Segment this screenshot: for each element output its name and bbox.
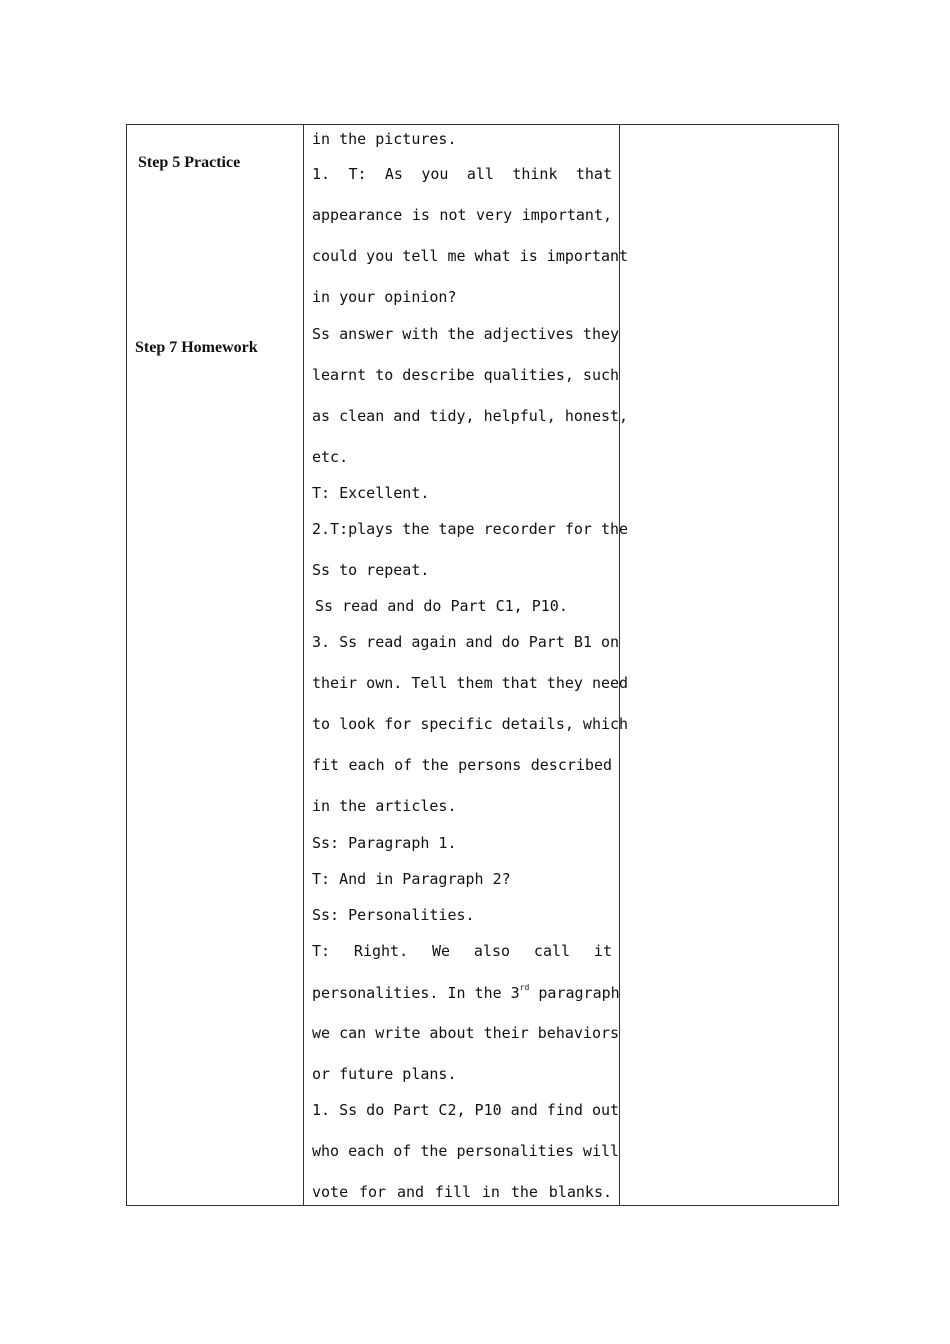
content-line: appearance is not very important,: [312, 206, 612, 224]
content-line: in the articles.: [312, 797, 457, 815]
content-line: Ss read and do Part C1, P10.: [315, 597, 568, 615]
content-line: Ss answer with the adjectives they: [312, 325, 620, 343]
content-line: fit each of the persons described: [312, 756, 612, 774]
content-line-part: personalities. In the 3: [312, 984, 520, 1002]
content-line: or future plans.: [312, 1065, 457, 1083]
content-line: in your opinion?: [312, 288, 457, 306]
content-line-part: paragraph: [529, 984, 620, 1002]
content-line: vote for and fill in the blanks.: [312, 1183, 612, 1201]
content-line: as clean and tidy, helpful, honest,: [312, 407, 629, 425]
content-line: we can write about their behaviors: [312, 1024, 620, 1042]
content-line: 1. T: As you all think that: [312, 165, 612, 183]
content-line: T: Excellent.: [312, 484, 430, 502]
content-line: could you tell me what is important: [312, 247, 629, 265]
step-7-label: Step 7 Homework: [135, 339, 258, 356]
ordinal-suffix: rd: [519, 983, 530, 992]
content-line: 1. Ss do Part C2, P10 and find out: [312, 1101, 620, 1119]
step-5-label: Step 5 Practice: [138, 154, 241, 171]
column-divider-2: [619, 125, 620, 1205]
content-line: 3. Ss read again and do Part B1 on: [312, 633, 620, 651]
column-divider-1: [303, 125, 304, 1205]
content-line: Ss: Paragraph 1.: [312, 834, 457, 852]
lesson-plan-table: [126, 124, 839, 1206]
content-line: [312, 983, 620, 1002]
content-line: learnt to describe qualities, such: [312, 366, 620, 384]
content-line: Ss to repeat.: [312, 561, 430, 579]
content-line: 2.T:plays the tape recorder for the: [312, 520, 629, 538]
content-line: who each of the personalities will: [312, 1142, 620, 1160]
content-line: T: Right. We also call it: [312, 942, 612, 960]
content-line: etc.: [312, 448, 349, 466]
content-line: their own. Tell them that they need: [312, 674, 629, 692]
content-line: Ss: Personalities.: [312, 906, 475, 924]
content-line: in the pictures.: [312, 130, 457, 148]
content-line: to look for specific details, which: [312, 715, 629, 733]
content-line: T: And in Paragraph 2?: [312, 870, 511, 888]
